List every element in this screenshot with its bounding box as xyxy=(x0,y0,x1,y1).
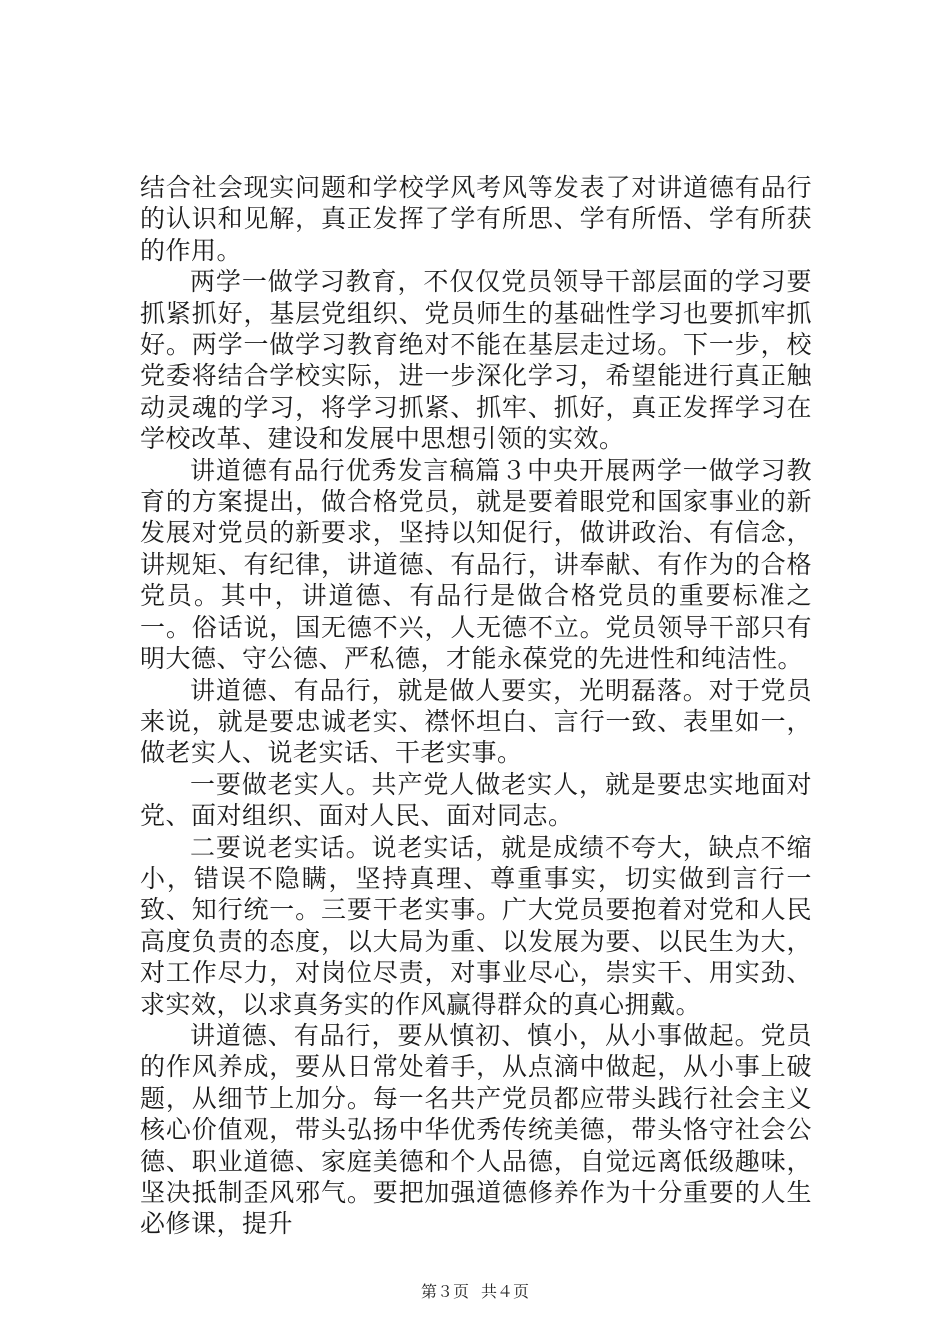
paragraph-7: 讲道德、有品行，要从慎初、慎小，从小事做起。党员的作风养成，要从日常处着手，从点滴中做起，从小事上破题，从细节上加分。每一名共产党员都应带头践行社会主义核心价值观，带头弘扬中华优秀传统美德，带头恪守社会公德、职业道德、家庭美德和个人品德，自觉远离低级趣味，坚决抵制歪风邪气。要把加强道德修养作为十分重要的人生必修课，提升 xyxy=(140,1020,812,1239)
paragraph-6: 二要说老实话。说老实话，就是成绩不夸大，缺点不缩小，错误不隐瞒，坚持真理、尊重事实，切实做到言行一致、知行统一。三要干老实事。广大党员要抱着对党和人民高度负责的态度，以大局为重、以发展为要、以民生为大，对工作尽力，对岗位尽责，对事业尽心，崇实干、用实劲、求实效，以求真务实的作风赢得群众的真心拥戴。 xyxy=(140,832,812,1019)
page-footer xyxy=(0,1282,950,1302)
paragraph-3: 讲道德有品行优秀发言稿篇３中央开展两学一做学习教育的方案提出，做合格党员，就是要着眼党和国家事业的新发展对党员的新要求，坚持以知促行，做讲政治、有信念，讲规矩、有纪律，讲道德、有品行，讲奉献、有作为的合格党员。其中，讲道德、有品行是做合格党员的重要标准之一。俗话说，国无德不兴，人无德不立。党员领导干部只有明大德、守公德、严私德，才能永葆党的先进性和纯洁性。 xyxy=(140,455,812,674)
paragraph-5: 一要做老实人。共产党人做老实人，就是要忠实地面对党、面对组织、面对人民、面对同志。 xyxy=(140,769,812,831)
paragraph-2: 两学一做学习教育，不仅仅党员领导干部层面的学习要抓紧抓好，基层党组织、党员师生的基础性学习也要抓牢抓好。两学一做学习教育绝对不能在基层走过场。下一步，校党委将结合学校实际，进一步深化学习，希望能进行真正触动灵魂的学习，将学习抓紧、抓牢、抓好，真正发挥学习在学校改革、建设和发展中思想引领的实效。 xyxy=(140,267,812,454)
page-number: 第３页 xyxy=(420,1282,469,1301)
document-body xyxy=(140,172,812,1240)
total-pages: 共４页 xyxy=(481,1282,530,1301)
paragraph-1: 结合社会现实问题和学校学风考风等发表了对讲道德有品行的认识和见解，真正发挥了学有所思、学有所悟、学有所获的作用。 xyxy=(140,173,812,265)
paragraph-4: 讲道德、有品行，就是做人要实，光明磊落。对于党员来说，就是要忠诚老实、襟怀坦白、言行一致、表里如一，做老实人、说老实话、干老实事。 xyxy=(140,675,812,768)
